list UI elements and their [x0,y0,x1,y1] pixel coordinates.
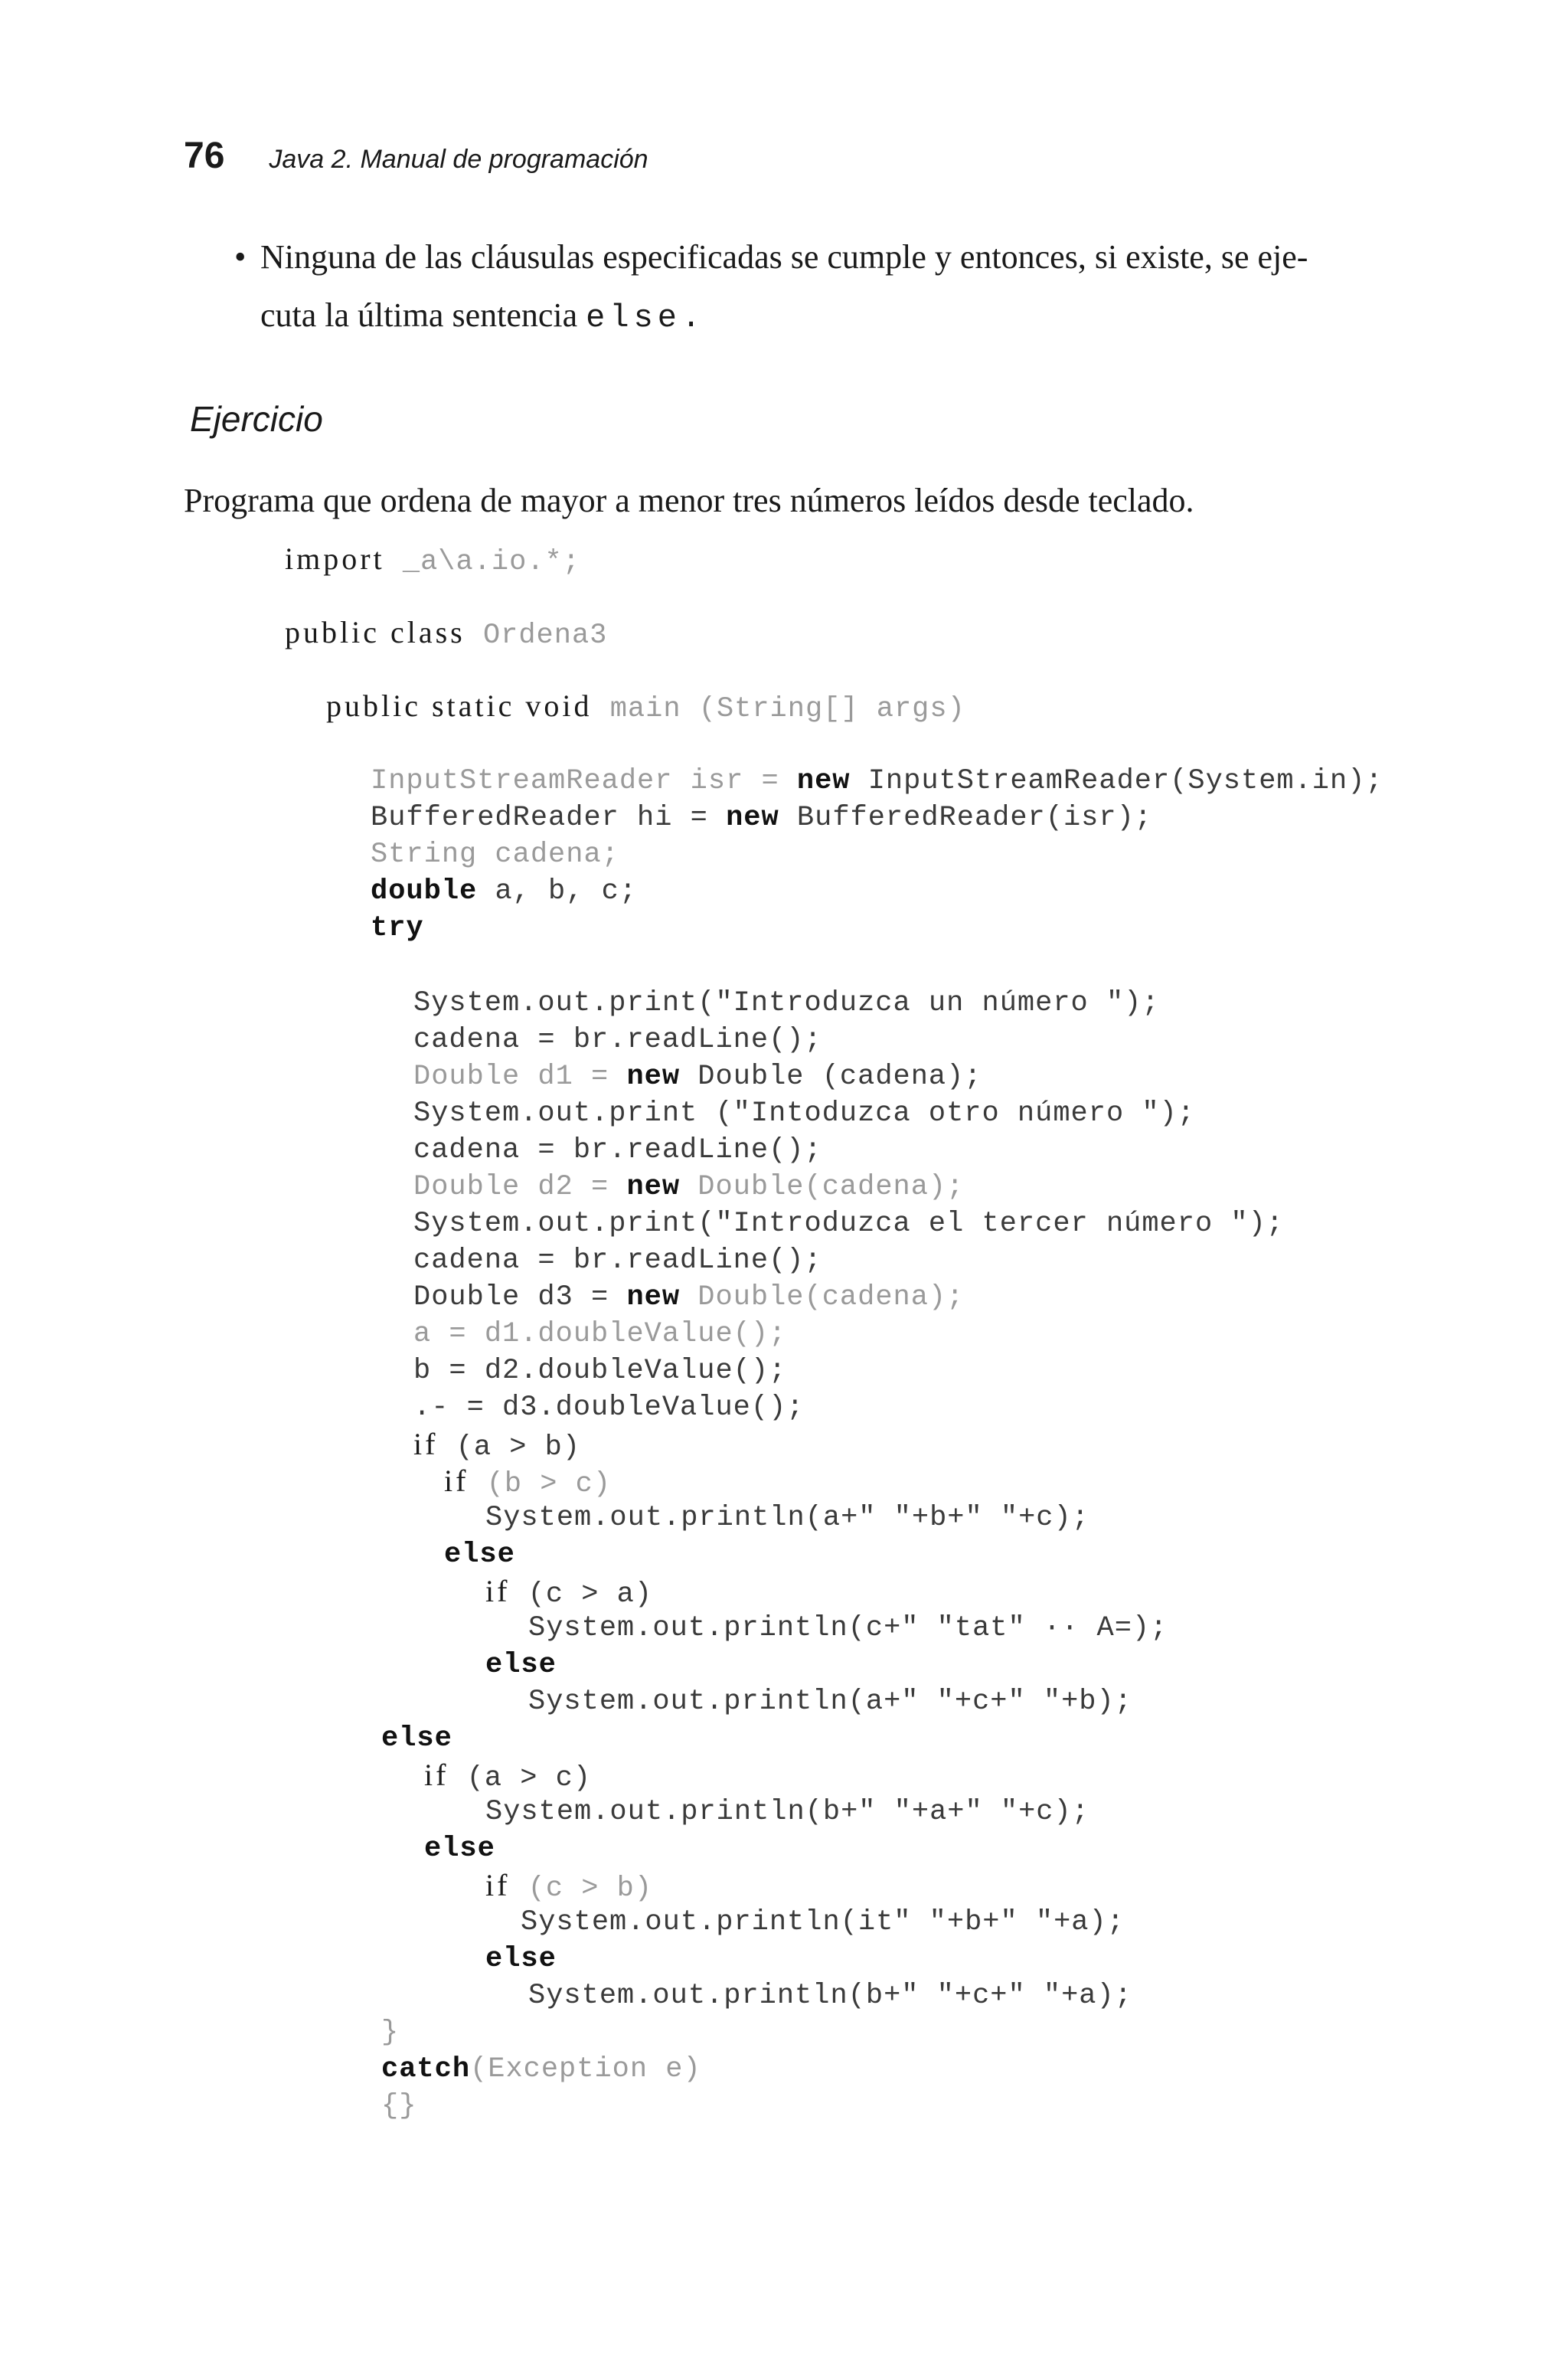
code-line-println-acb: System.out.println(a+" "+c+" "+b); [528,1686,1132,1718]
code-keyword: double [371,875,478,908]
code-line-else-4 [424,1830,495,1867]
code-line-isr [371,763,1383,800]
code-keyword: new [626,1281,681,1313]
code-keyword: if [424,1758,449,1792]
code-text: InputStreamReader(System.in); [850,765,1383,797]
code-line-d2 [413,1169,964,1205]
code-line-if-a-b [413,1426,580,1463]
code-keyword: try [371,912,424,944]
code-keyword: new [626,1171,681,1203]
code-keyword: else [444,1539,515,1571]
code-line-print-1: System.out.print("Introduzca un número "); [413,987,1160,1019]
code-line-assign-c: .- = d3.doubleValue(); [413,1392,805,1424]
code-keyword: import [285,541,385,576]
code-keyword: new [796,765,851,797]
code-line-else-3 [381,1720,452,1757]
code-line-class [285,614,607,651]
bullet-symbol: • [234,238,247,276]
code-line-println-bca: System.out.println(b+" "+c+" "+a); [528,1980,1132,2012]
code-text: Ordena3 [465,620,608,652]
code-text: _a\a.io.*; [384,546,580,578]
code-line-try [371,910,424,947]
code-keyword: new [726,802,779,834]
code-text: a, b, c; [477,875,638,908]
code-line-else-2 [485,1647,557,1683]
code-keyword: else [485,1943,557,1975]
code-line-br [371,800,1152,836]
code-line-catch-body: {} [381,2090,417,2122]
code-text: (b > c) [469,1468,612,1500]
code-line-if-c-a [485,1573,652,1610]
code-line-assign-b: b = d2.doubleValue(); [413,1355,787,1387]
code-text: (Exception e) [470,2053,701,2085]
code-line-println-cba: System.out.println(it" "+b+" "+a); [521,1906,1125,1938]
code-text: Double(cadena); [680,1171,965,1203]
code-line-print-2: System.out.print ("Intoduzca otro número "); [413,1097,1195,1130]
code-line-print-3: System.out.print("Introduzca el tercer número "); [413,1208,1284,1240]
exercise-intro: Programa que ordena de mayor a menor tres números leídos desde teclado. [184,482,1194,519]
code-keyword: public static void [326,689,593,723]
code-keyword: new [626,1061,681,1093]
code-text: BufferedReader hi = [371,802,727,834]
code-text: InputStreamReader isr = [371,765,797,797]
code-line-if-b-c [444,1463,611,1500]
code-keyword: if [485,1574,511,1608]
code-line-main [326,688,965,725]
code-line-d3 [413,1279,964,1316]
bullet-line-1 [234,228,1498,286]
code-line-close-try: } [381,2017,400,2049]
code-line-if-c-b [485,1867,652,1904]
code-line-read-3: cadena = br.readLine(); [413,1245,822,1277]
code-line-import [285,541,580,577]
code-line-read-1: cadena = br.readLine(); [413,1024,822,1056]
code-text: Double d3 = [413,1281,627,1313]
running-title: Java 2. Manual de programación [269,145,648,174]
code-line-read-2: cadena = br.readLine(); [413,1134,822,1166]
code-line-d1 [413,1058,982,1095]
code-line-println-cab: System.out.println(c+" "tat" ·· A=); [528,1612,1168,1644]
code-keyword: if [413,1427,439,1461]
code-line-catch [381,2051,701,2088]
code-line-cadena-decl: String cadena; [371,839,619,871]
code-text: (c > a) [510,1578,653,1611]
code-text: (c > b) [510,1873,653,1905]
code-line-if-a-c [424,1757,591,1794]
code-text: Double(cadena); [680,1281,965,1313]
code-keyword: else [381,1722,452,1755]
code-keyword: if [485,1868,511,1902]
inline-code-else: else. [586,299,706,336]
code-keyword: public class [285,615,466,649]
code-keyword: else [424,1833,495,1865]
code-text: Double (cadena); [680,1061,982,1093]
code-text: Double d2 = [413,1171,627,1203]
code-line-else-1 [444,1536,515,1573]
code-text: (a > c) [449,1762,592,1794]
bullet-line-2 [234,286,1498,347]
code-text: (a > b) [438,1431,581,1464]
bullet-text-1: Ninguna de las cláusulas especificadas se cumple y entonces, si existe, se eje- [260,238,1308,276]
code-keyword: if [444,1464,469,1498]
code-line-println-bac: System.out.println(b+" "+a+" "+c); [485,1796,1089,1828]
code-keyword: catch [381,2053,471,2085]
bullet-paragraph [234,228,1498,347]
code-text: BufferedReader(isr); [779,802,1152,834]
code-line-else-5 [485,1941,557,1977]
code-line-double-decl [371,873,637,910]
code-line-assign-a: a = d1.doubleValue(); [413,1318,787,1350]
bullet-text-2: cuta la última sentencia [260,296,586,334]
code-text: Double d1 = [413,1061,627,1093]
code-text: main (String[] args) [592,693,965,725]
page-header [184,135,648,177]
page-number: 76 [184,136,225,176]
code-keyword: else [485,1649,557,1681]
code-line-println-abc: System.out.println(a+" "+b+" "+c); [485,1502,1089,1534]
section-heading: Ejercicio [190,399,323,439]
